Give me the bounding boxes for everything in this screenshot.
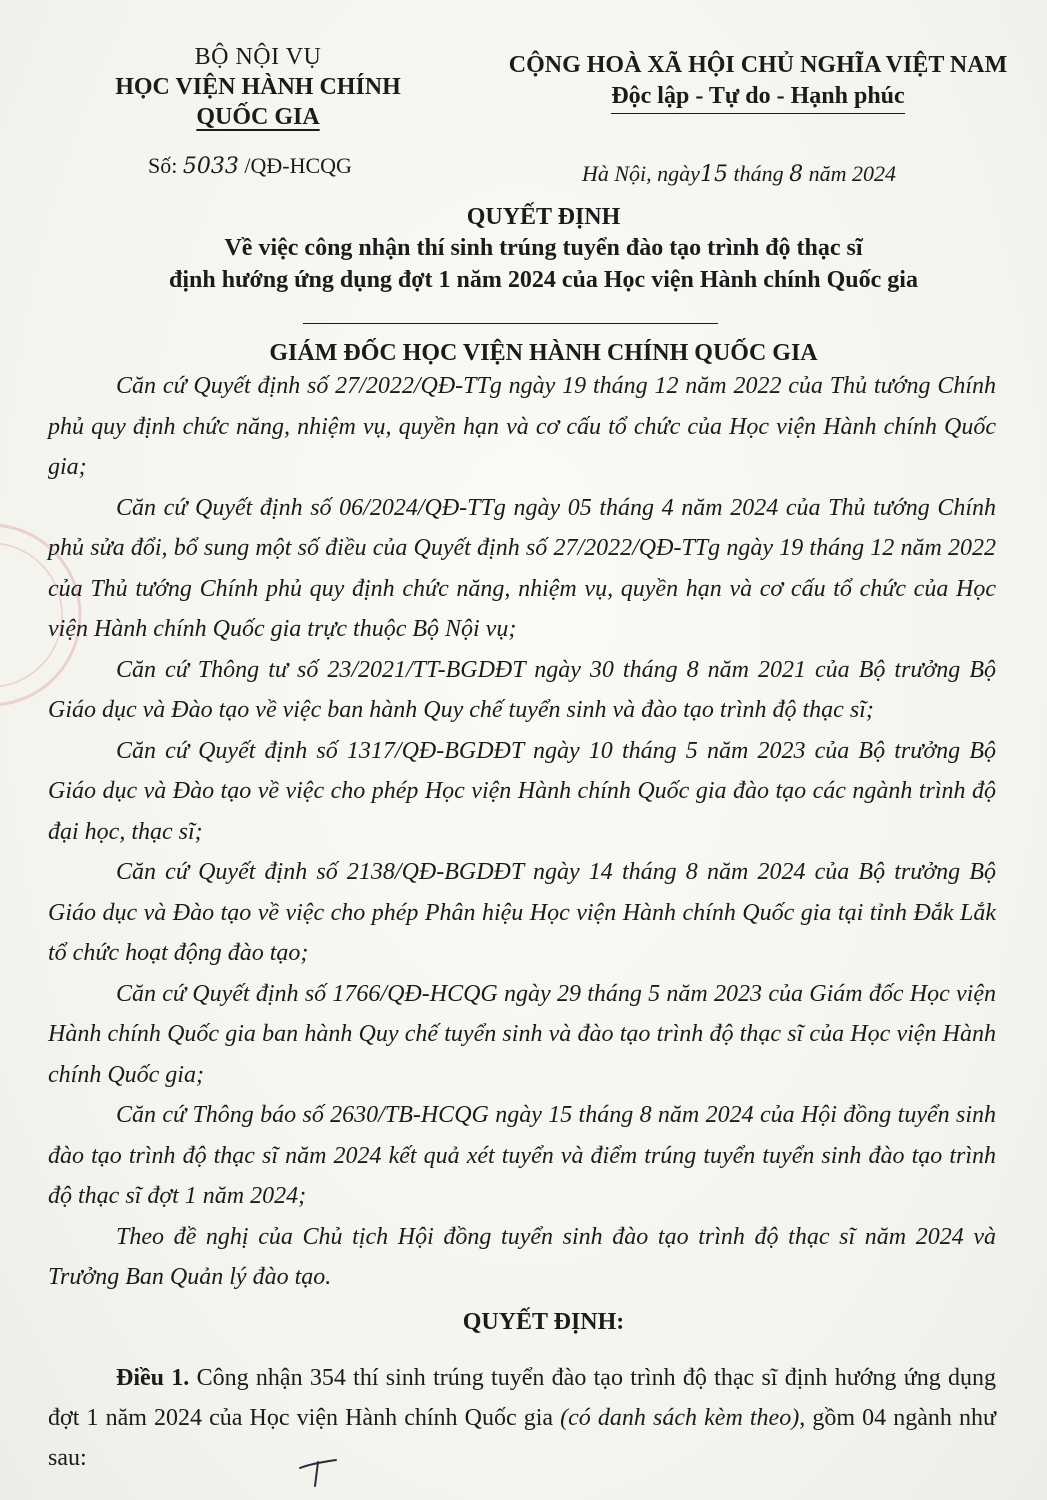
preamble-paragraph: Căn cứ Quyết định số 06/2024/QĐ-TTg ngày 05 tháng 4 năm 2024 của Thủ tướng Chính phủ sửa đổi, bổ sung một số điều của Quyết định số 27/2022/QĐ-TTg ngày 19 tháng 12 năm 2022 của Thủ tướng Chính phủ quy định chức năng, nhiệm vụ, quyền hạn và cơ cấu tổ chức của Học viện Hành chính Quốc gia trực thuộc Bộ Nội vụ;	[48, 494, 996, 642]
republic-name: CỘNG HOÀ XÃ HỘI CHỦ NGHĨA VIỆT NAM	[508, 52, 1008, 78]
national-motto: Độc lập - Tự do - Hạnh phúc	[611, 80, 904, 114]
decision-heading: QUYẾT ĐỊNH:	[462, 1309, 625, 1335]
article-1-text-b: , gồm 04 ngành như sau:	[48, 1405, 996, 1471]
ministry-name: BỘ NỘI VỤ	[194, 44, 322, 70]
handwritten-mark	[296, 1450, 346, 1490]
preamble-paragraph: Căn cứ Quyết định số 2138/QĐ-BGDĐT ngày 14 tháng 8 năm 2024 của Bộ trưởng Bộ Giáo dục và Đào tạo về việc cho phép Phân hiệu Học viện Hành chính Quốc gia tại tỉnh Đắk Lắk tổ chức hoạt động đào tạo;	[48, 859, 996, 966]
date-mid: tháng	[727, 161, 790, 186]
document-number	[148, 152, 352, 181]
article-1-label: Điều 1.	[116, 1365, 190, 1391]
date-month: 8	[789, 162, 804, 187]
document-subtitle-line2: định hướng ứng dụng đợt 1 năm 2024 của Học viện Hành chính Quốc gia	[169, 267, 918, 293]
preamble-paragraph: Căn cứ Thông tư số 23/2021/TT-BGDĐT ngày 30 tháng 8 năm 2021 của Bộ trưởng Bộ Giáo dục và Đào tạo về việc ban hành Quy chế tuyển sinh và đào tạo trình độ thạc sĩ;	[48, 656, 996, 723]
doc-no-handwritten: 5033	[182, 154, 239, 179]
doc-no-suffix: /QĐ-HCQG	[238, 153, 352, 178]
preamble-paragraph: Căn cứ Quyết định số 1317/QĐ-BGDĐT ngày 10 tháng 5 năm 2023 của Bộ trưởng Bộ Giáo dục và Đào tạo về việc cho phép Học viện Hành chính Quốc gia đào tạo các ngành trình độ đại học, thạc sĩ;	[48, 737, 996, 845]
document-subtitle-line1: Về việc công nhận thí sinh trúng tuyển đào tạo trình độ thạc sĩ	[224, 235, 863, 261]
article-1-text-a: Công nhận 354 thí sinh trúng tuyển đào tạo trình độ thạc sĩ định hướng ứng dụng đợt 1 năm 2024 của Học viện Hành chính Quốc gia	[48, 1365, 997, 1431]
national-header	[488, 50, 1028, 114]
preamble-paragraph: Căn cứ Quyết định số 27/2022/QĐ-TTg ngày 19 tháng 12 năm 2022 của Thủ tướng Chính phủ quy định chức năng, nhiệm vụ, quyền hạn và cơ cấu tổ chức của Học viện Hành chính Quốc gia;	[48, 373, 996, 480]
issuer-block	[88, 42, 428, 132]
institution-name: HỌC VIỆN HÀNH CHÍNH	[115, 74, 401, 100]
doc-no-prefix: Số:	[148, 153, 183, 178]
date-suffix: năm 2024	[803, 161, 896, 186]
preamble-paragraph: Căn cứ Quyết định số 1766/QĐ-HCQG ngày 29 tháng 5 năm 2023 của Giám đốc Học viện Hành chính Quốc gia ban hành Quy chế tuyển sinh và đào tạo trình độ thạc sĩ của Học viện Hành chính Quốc gia;	[48, 980, 996, 1088]
preamble	[48, 366, 996, 1298]
document-title: QUYẾT ĐỊNH	[466, 204, 621, 230]
title-block	[60, 202, 1027, 296]
place-date	[582, 160, 896, 189]
article-1	[48, 1358, 996, 1478]
date-day: 15	[699, 162, 728, 187]
date-prefix: Hà Nội, ngày	[582, 161, 700, 186]
issuing-authority: GIÁM ĐỐC HỌC VIỆN HÀNH CHÍNH QUỐC GIA	[269, 340, 818, 366]
title-divider	[303, 323, 718, 324]
preamble-paragraph: Căn cứ Thông báo số 2630/TB-HCQG ngày 15 tháng 8 năm 2024 của Hội đồng tuyển sinh đào tạo trình độ thạc sĩ năm 2024 kết quả xét tuyển và điểm trúng tuyển tuyển sinh đào tạo trình độ thạc sĩ đợt 1 năm 2024;	[48, 1102, 996, 1209]
institution-name-line2: QUỐC GIA	[196, 104, 320, 130]
preamble-paragraph: Theo đề nghị của Chủ tịch Hội đồng tuyển sinh đào tạo trình độ thạc sĩ năm 2024 và Trưởng Ban Quản lý đào tạo.	[48, 1223, 996, 1290]
article-1-attachment-note: (có danh sách kèm theo)	[560, 1405, 800, 1431]
